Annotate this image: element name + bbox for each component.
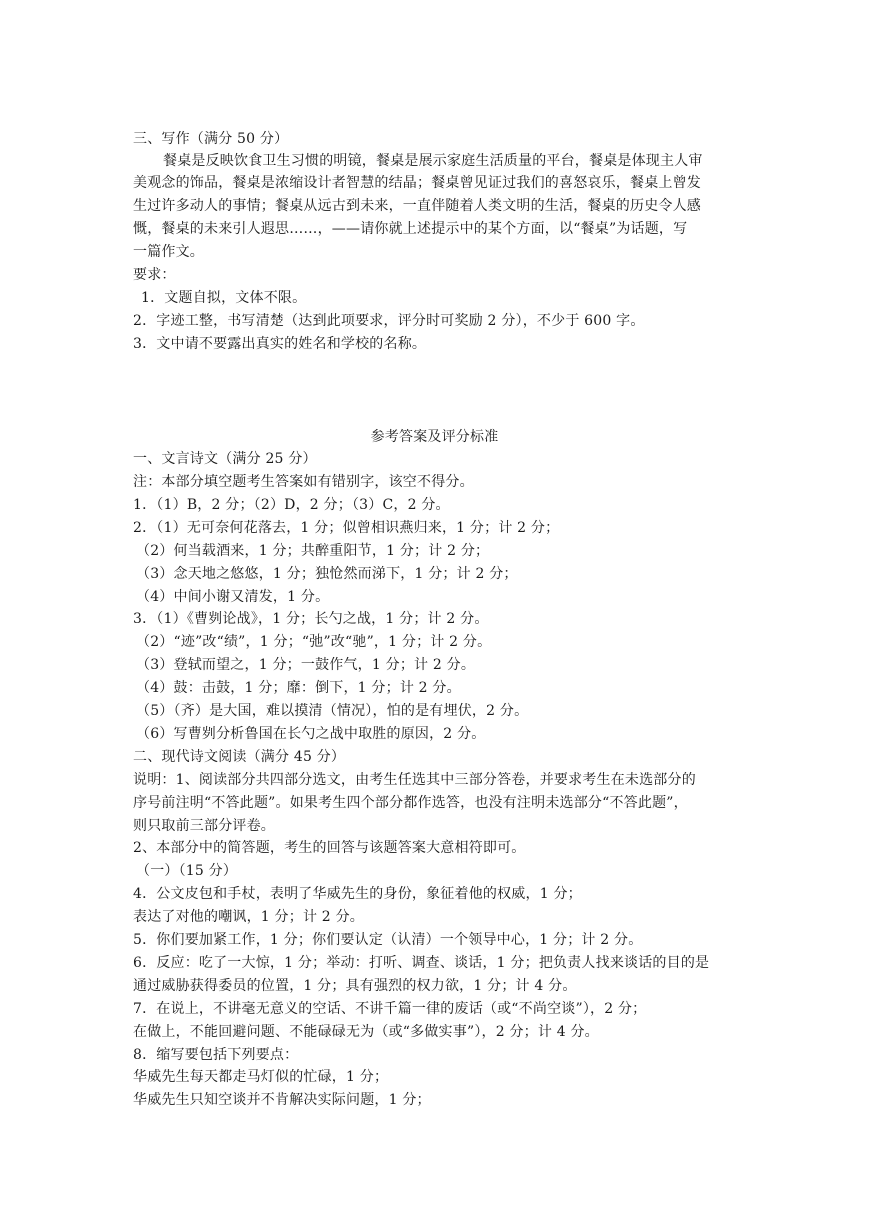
writing-prompt-line: 餐桌是反映饮食卫生习惯的明镜，餐桌是展示家庭生活质量的平台，餐桌是体现主人审 (163, 153, 703, 169)
answer-line: 6．反应：吃了一大惊，1 分；举动：打听、调查、谈话，1 分；把负责人找来谈话的目的是 (133, 955, 710, 971)
answer-line: 则只取前三部分评卷。 (133, 818, 275, 834)
answer-line: 8．缩写要包括下列要点： (133, 1047, 299, 1063)
writing-prompt-line: 生过许多动人的事情；餐桌从远古到未来，一直伴随着人类文明的生活，餐桌的历史令人感 (133, 198, 701, 214)
writing-prompt-line: 一篇作文。 (133, 244, 204, 260)
answer-line: 二、现代诗文阅读（满分 45 分） (133, 749, 346, 765)
writing-prompt-line: 美观念的饰品，餐桌是浓缩设计者智慧的结晶；餐桌曾见证过我们的喜怒哀乐，餐桌上曾发 (133, 175, 701, 191)
answer-line: 4．公文皮包和手杖，表明了华威先生的身份，象征着他的权威，1 分； (133, 886, 582, 902)
answer-line: （2）何当载酒来，1 分；共醉重阳节，1 分；计 2 分； (136, 543, 490, 559)
answers-title: 参考答案及评分标准 (370, 429, 499, 445)
answer-line: 一、文言诗文（满分 25 分） (133, 451, 317, 467)
requirement-item: 3．文中请不要露出真实的姓名和学校的名称。 (133, 336, 427, 352)
writing-prompt-line: 慨，餐桌的未来引人遐思……，——请你就上述提示中的某个方面，以“餐桌”为话题，写 (133, 221, 688, 237)
answer-line: （3）念天地之悠悠，1 分；独怆然而涕下，1 分；计 2 分； (136, 566, 518, 582)
requirement-item: 2．字迹工整，书写清楚（达到此项要求，评分时可奖励 2 分），不少于 600 字。 (133, 313, 645, 329)
answer-line: 华威先生只知空谈并不肯解决实际问题，1 分； (133, 1092, 431, 1108)
requirements-label: 要求： (133, 267, 176, 283)
answer-line: （4）鼓：击鼓，1 分；靡：倒下，1 分；计 2 分。 (136, 680, 461, 696)
answer-line: 1．（1）B，2 分；（2）D，2 分；（3）C，2 分。 (133, 497, 450, 513)
answer-line: 在做上，不能回避问题、不能碌碌无为（或“多做实事”），2 分；计 4 分。 (133, 1024, 599, 1040)
answer-line: 2、本部分中的简答题，考生的回答与该题答案大意相符即可。 (133, 840, 526, 856)
answer-line: （5）（齐）是大国，难以摸清（情况），怕的是有埋伏，2 分。 (136, 703, 529, 719)
requirement-item: 1．文题自拟，文体不限。 (141, 290, 307, 306)
answer-line: 3．（1）《曹刿论战》，1 分；长勺之战，1 分；计 2 分。 (133, 611, 489, 627)
answer-line: （一）（15 分） (136, 863, 238, 879)
answer-line: 注：本部分填空题考生答案如有错别字，该空不得分。 (133, 474, 474, 490)
writing-heading: 三、写作（满分 50 分） (133, 131, 289, 147)
answer-line: 2．（1）无可奈何花落去，1 分；似曾相识燕归来，1 分；计 2 分； (133, 520, 560, 536)
answer-line: （6）写曹刿分析鲁国在长勺之战中取胜的原因，2 分。 (136, 726, 486, 742)
answer-line: （2）“迹”改“绩”，1 分；“弛”改“驰”，1 分；计 2 分。 (136, 634, 492, 650)
answer-line: 表达了对他的嘲讽，1 分；计 2 分。 (133, 909, 364, 925)
answer-line: 说明：1、阅读部分共四部分选文，由考生任选其中三部分答卷，并要求考生在未选部分的 (133, 772, 696, 788)
answer-line: 华威先生每天都走马灯似的忙碌，1 分； (133, 1069, 389, 1085)
answer-line: 通过威胁获得委员的位置，1 分；具有强烈的权力欲，1 分；计 4 分。 (133, 978, 577, 994)
answer-line: 5．你们要加紧工作，1 分；你们要认定（认清）一个领导中心，1 分；计 2 分。 (133, 932, 643, 948)
answer-line: 7．在说上，不讲毫无意义的空话、不讲千篇一律的废话（或“不尚空谈”），2 分； (133, 1001, 647, 1017)
answer-line: （4）中间小谢又清发，1 分。 (136, 589, 330, 605)
answer-line: （3）登轼而望之，1 分；一鼓作气，1 分；计 2 分。 (136, 657, 476, 673)
answer-line: 序号前注明“不答此题”。如果考生四个部分都作选答，也没有注明未选部分“不答此题”， (133, 795, 688, 811)
